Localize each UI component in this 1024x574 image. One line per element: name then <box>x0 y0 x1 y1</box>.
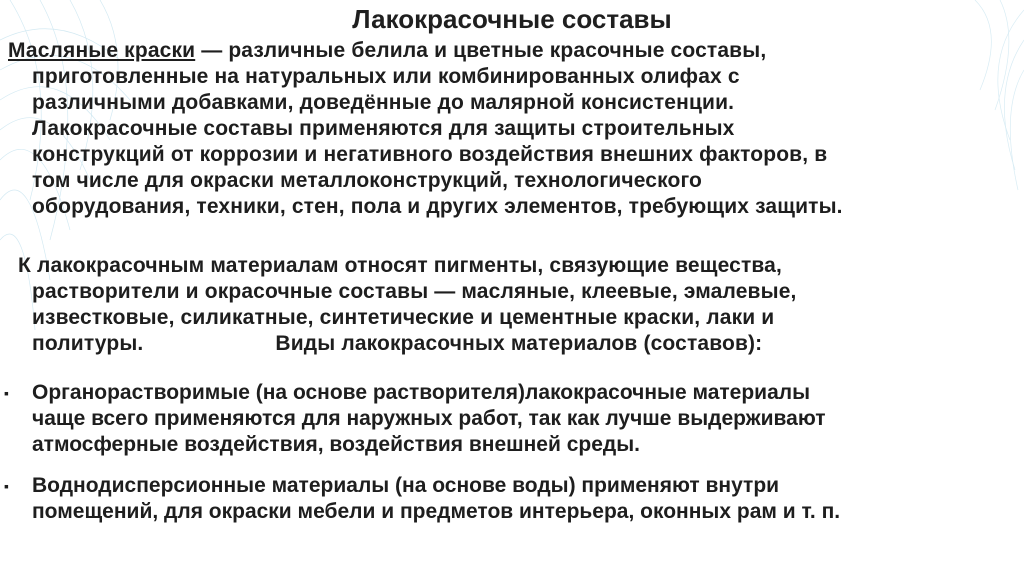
paragraph-line: известковые, силикатные, синтетические и цементные краски, лаки и <box>32 306 775 329</box>
polish-text: политуры. <box>32 332 144 355</box>
paragraph-line: оборудования, техники, стен, пола и других элементов, требующих защиты. <box>32 195 843 218</box>
paragraph-line: различными добавками, доведённые до малярной консистенции. <box>32 91 735 114</box>
paragraph-line: приготовленные на натуральных или комбинированных олифах с <box>32 65 740 88</box>
paragraph-line: атмосферные воздействия, воздействия внешней среды. <box>32 433 641 456</box>
paragraph-oil-paints <box>8 38 1018 220</box>
paragraph-line: чаще всего применяются для наружных работ, так как лучше выдерживают <box>32 407 826 430</box>
list-item <box>0 380 1024 458</box>
paragraph-line: помещений, для окраски мебели и предметов интерьера, оконных рам и т. п. <box>32 500 841 523</box>
paragraph-line: Органорастворимые (на основе растворителя)лакокрасочные материалы <box>32 381 811 404</box>
definition-text: — различные белила и цветные красочные составы, <box>195 39 767 62</box>
slide-title: Лакокрасочные составы <box>352 4 672 34</box>
paragraph-line <box>8 331 1018 357</box>
term-oil-paints: Масляные краски <box>8 39 196 62</box>
paragraph-materials <box>8 253 1018 357</box>
paragraph-line: Воднодисперсионные материалы (на основе воды) применяют внутри <box>32 474 780 497</box>
bullet-list <box>0 380 1024 539</box>
paragraph-line: конструкций от коррозии и негативного воздействия внешних факторов, в <box>32 143 828 166</box>
paragraph-line: К лакокрасочным материалам относят пигменты, связующие вещества, <box>18 254 782 277</box>
paragraph-line: Лакокрасочные составы применяются для защиты строительных <box>32 117 735 140</box>
bullet-icon: ▪ <box>4 385 9 401</box>
list-item <box>0 473 1024 525</box>
paragraph-line <box>8 38 1018 64</box>
paragraph-line: том числе для окраски металлоконструкций, технологического <box>32 169 703 192</box>
paragraph-line: растворители и окрасочные составы — масляные, клеевые, эмалевые, <box>32 280 797 303</box>
types-heading: Виды лакокрасочных материалов (составов): <box>275 332 763 355</box>
bullet-icon: ▪ <box>4 478 9 494</box>
